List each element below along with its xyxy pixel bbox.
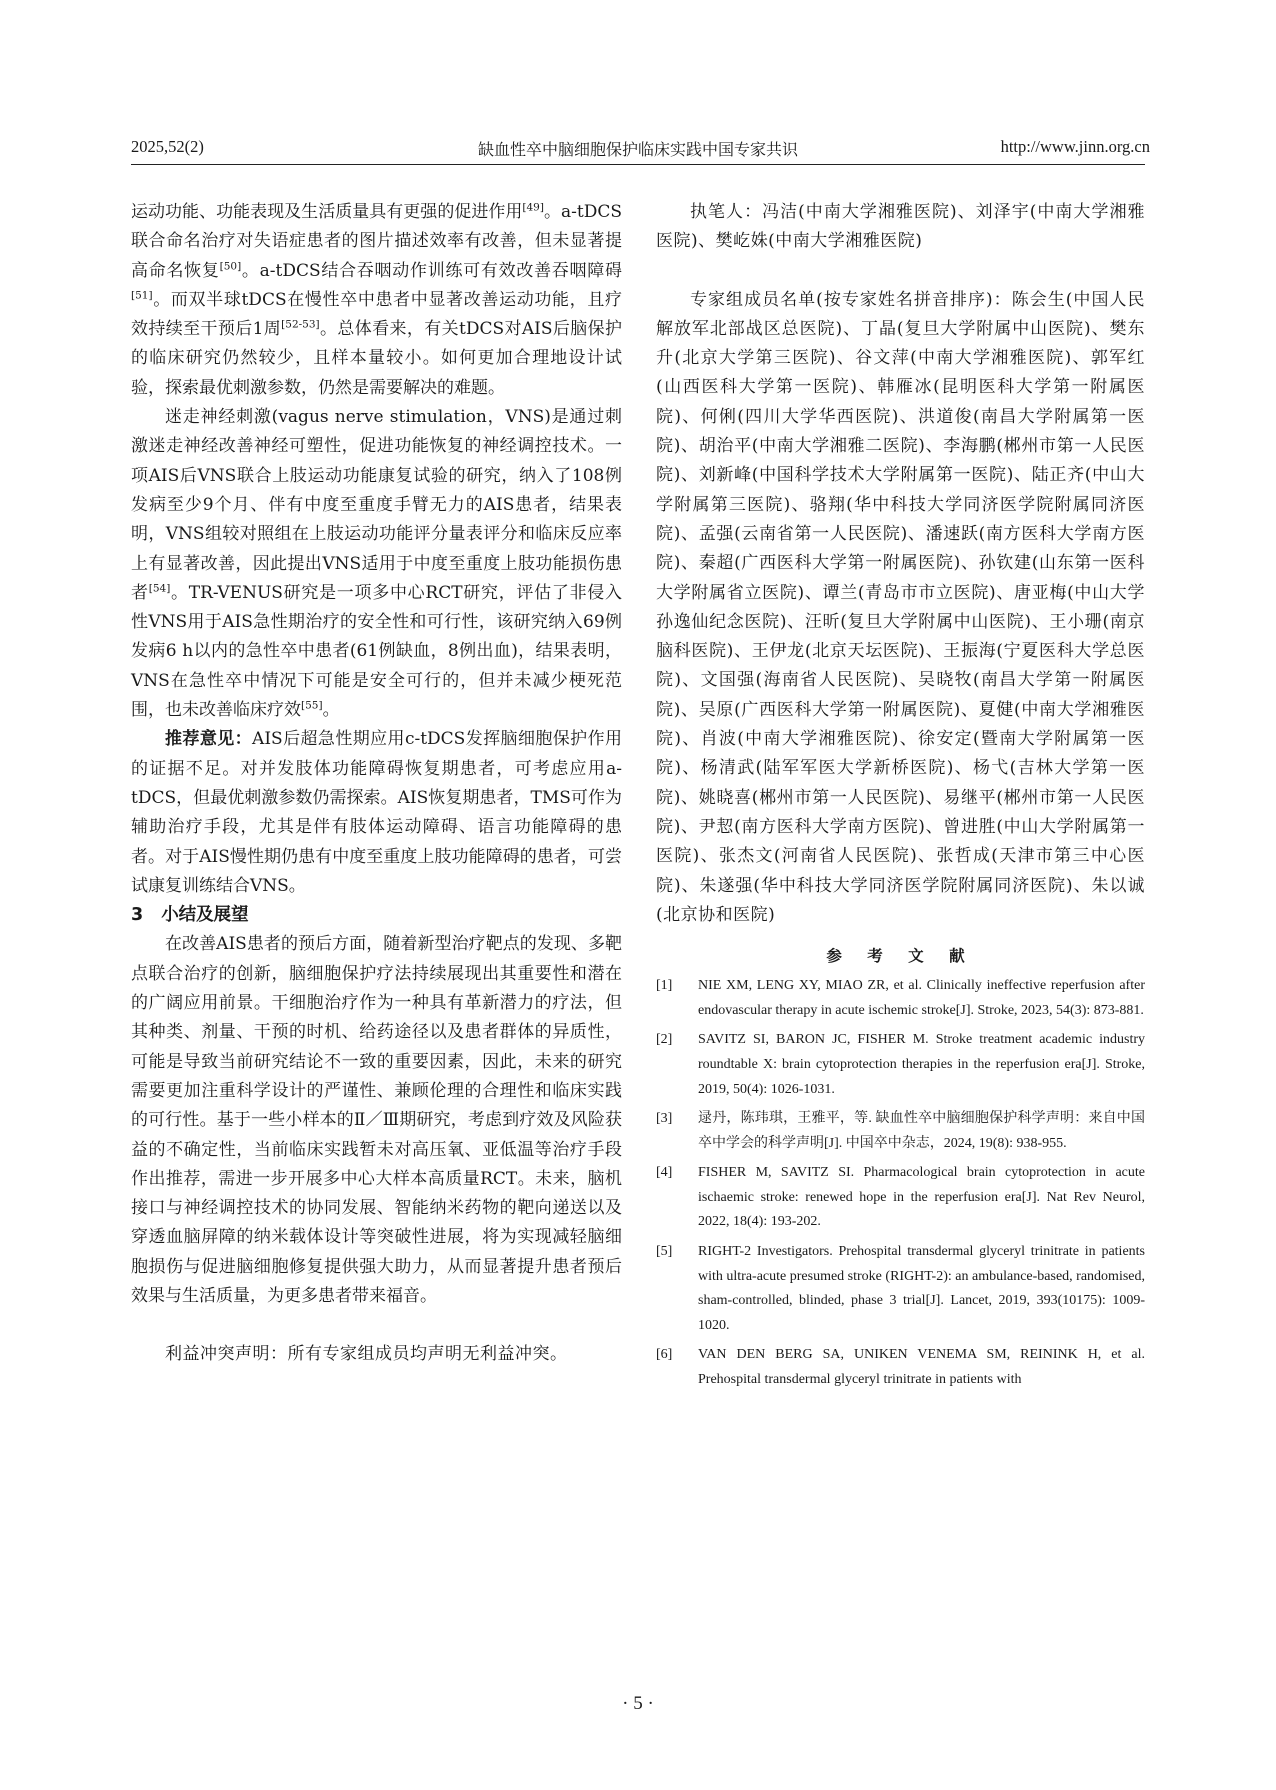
authors-paragraph: 执笔人：冯洁(中南大学湘雅医院)、刘泽宇(中南大学湘雅医院)、樊屹姝(中南大学湘雅医院): [656, 202, 1145, 252]
header-rule: [131, 164, 1145, 165]
reference-item: [2] SAVITZ SI, BARON JC, FISHER M. Stroke treatment academic industry roundtable X: brain cytoprotection therapies in the reperfusion era[J]. Stroke, 2019, 50(4): 1026-1031.: [656, 1032, 1145, 1097]
recommendation-paragraph: 推荐意见：AIS后超急性期应用c-tDCS发挥脑细胞保护作用的证据不足。对并发肢体功能障碍恢复期患者，可考虑应用a-tDCS，但最优刺激参数仍需探索。AIS恢复期患者，TMS可作为辅助治疗手段，尤其是伴有肢体运动障碍、语言功能障碍的患者。对于AIS慢性期仍患有中度至重度上肢功能障碍的患者，可尝试康复训练结合VNS。: [131, 729, 622, 896]
citation: [54]: [148, 582, 171, 595]
header-title: 缺血性卒中脑细胞保护临床实践中国专家共识: [477, 140, 798, 159]
reference-item: [6] VAN DEN BERG SA, UNIKEN VENEMA SM, REININK H, et al. Prehospital transdermal glyceryl trinitrate in patients with: [656, 1347, 1145, 1388]
paragraph-summary: 在改善AIS患者的预后方面，随着新型治疗靶点的发现、多靶点联合治疗的创新，脑细胞保护疗法持续展现出其重要性和潜在的广阔应用前景。干细胞治疗作为一种具有革新潜力的疗法，但其种类、剂量、干预的时机、给药途径以及患者群体的异质性，可能是导致当前研究结论不一致的重要因素，因此，未来的研究需要更加注重科学设计的严谨性、兼顾伦理的合理性和临床实践的可行性。基于一些小样本的Ⅱ／Ⅲ期研究，考虑到疗效及风险获益的不确定性，当前临床实践暂未对高压氧、亚低温等治疗手段作出推荐，需进一步开展多中心大样本高质量RCT。未来，脑机接口与神经调控技术的协同发展、智能纳米药物的靶向递送以及穿透血脑屏障的纳米载体设计等突破性进展，将为实现减轻脑细胞损伤与促进脑细胞修复提供强大助力，从而显著提升患者预后效果与生活质量，为更多患者带来福音。: [131, 934, 622, 1306]
reference-item: [4] FISHER M, SAVITZ SI. Pharmacological brain cytoprotection in acute ischaemic stroke: renewed hope in the reperfusion era[J]. Nat Rev Neurol, 2022, 18(4): 193-202.: [656, 1165, 1145, 1230]
citation: [49]: [522, 201, 544, 214]
header-issue: 2025,52(2): [131, 137, 204, 156]
page-number: · 5 ·: [622, 1693, 654, 1714]
header-url[interactable]: http://www.jinn.org.cn: [1000, 137, 1150, 156]
paragraph-vns: 迷走神经刺激(vagus nerve stimulation，VNS)是通过刺激迷走神经改善神经可塑性，促进功能恢复的神经调控技术。一项AIS后VNS联合上肢运动功能康复试验的研究，纳入了108例发病至少9个月、伴有中度至重度手臂无力的AIS患者，结果表明，VNS组较对照组在上肢运动功能评分量表评分和临床反应率上有显著改善，因此提出VNS适用于中度至重度上肢功能损伤患者[54]。TR-VENUS研究是一项多中心RCT研究，评估了非侵入性VNS用于AIS急性期治疗的安全性和可行性，该研究纳入69例发病6 h以内的急性卒中患者(61例缺血，8例出血)，结果表明，VNS在急性卒中情况下可能是安全可行的，但并未减少梗死范围，也未改善临床疗效[55]。: [131, 407, 623, 721]
reference-item: [3] 逯丹，陈玮琪，王雅平，等. 缺血性卒中脑细胞保护科学声明：来自中国卒中学会的科学声明[J]. 中国卒中杂志，2024, 19(8): 938-955.: [656, 1111, 1145, 1151]
reference-item: [1] NIE XM, LENG XY, MIAO ZR, et al. Clinically ineffective reperfusion after endovascular therapy in acute ischemic stroke[J]. Stroke, 2023, 54(3): 873-881.: [656, 978, 1145, 1018]
expert-members-paragraph: 专家组成员名单(按专家姓名拼音排序)：陈会生(中国人民解放军北部战区总医院)、丁晶(复旦大学附属中山医院)、樊东升(北京大学第三医院)、谷文萍(中南大学湘雅医院)、郭军红(山西医科大学第一医院)、韩雁冰(昆明医科大学第一附属医院)、何俐(四川大学华西医院)、洪道俊(南昌大学附属第一医院)、胡治平(中南大学湘雅二医院)、李海鹏(郴州市第一人民医院)、刘新峰(中国科学技术大学附属第一医院)、陆正齐(中山大学附属第三医院)、骆翔(华中科技大学同济医学院附属同济医院)、孟强(云南省第一人民医院)、潘速跃(南方医科大学南方医院)、秦超(广西医科大学第一附属医院)、孙钦建(山东第一医科大学附属省立医院)、谭兰(青岛市市立医院)、唐亚梅(中山大学孙逸仙纪念医院)、汪昕(复旦大学附属中山医院)、王小珊(南京脑科医院)、王伊龙(北京天坛医院)、王振海(宁夏医科大学总医院)、文国强(海南省人民医院)、吴晓牧(南昌大学第一附属医院)、吴原(广西医科大学第一附属医院)、夏健(中南大学湘雅医院)、肖波(中南大学湘雅医院)、徐安定(暨南大学附属第一医院)、杨清武(陆军军医大学新桥医院)、杨弋(吉林大学第一医院)、姚晓喜(郴州市第一人民医院)、易继平(郴州市第一人民医院)、尹恝(南方医科大学南方医院)、曾进胜(中山大学附属第一医院)、张杰文(河南省人民医院)、张哲成(天津市第三中心医院)、朱遂强(华中科技大学同济医学院附属同济医院)、朱以诚(北京协和医院): [656, 289, 1145, 925]
citation: [55]: [301, 699, 323, 712]
conflict-statement: 利益冲突声明：所有专家组成员均声明无利益冲突。: [165, 1344, 568, 1365]
reference-list: [656, 974, 1145, 1393]
paragraph-tdcs: 运动功能、功能表现及生活质量具有更强的促进作用[49]。a-tDCS联合命名治疗对失语症患者的图片描述效率有改善，但未显著提高命名恢复[50]。a-tDCS结合吞咽动作训练可有效改善吞咽障碍[51]。而双半球tDCS在慢性卒中患者中显著改善运动功能，且疗效持续至干预后1周[52-53]。总体看来，有关tDCS对AIS后脑保护的临床研究仍然较少，且样本量较小。如何更加合理地设计试验，探索最优刺激参数，仍然是需要解决的难题。: [131, 201, 623, 398]
citation: [51]: [131, 289, 153, 302]
left-column: [131, 198, 622, 1370]
recommendation-label: 推荐意见：: [165, 729, 253, 750]
reference-item: [5] RIGHT-2 Investigators. Prehospital transdermal glyceryl trinitrate in patients with ultra-acute presumed stroke (RIGHT-2): an ambulance-based, randomised, sham-controlled, blinded, phase 3 trial[J]. Lancet, 2019, 393(10175): 1009-1020.: [656, 1244, 1145, 1333]
right-column: [656, 198, 1145, 1398]
references-title: 参 考 文 献: [826, 947, 975, 966]
citation: [50]: [219, 259, 242, 272]
citation: [52-53]: [281, 318, 320, 331]
section-heading: 3 小结及展望: [131, 905, 249, 926]
